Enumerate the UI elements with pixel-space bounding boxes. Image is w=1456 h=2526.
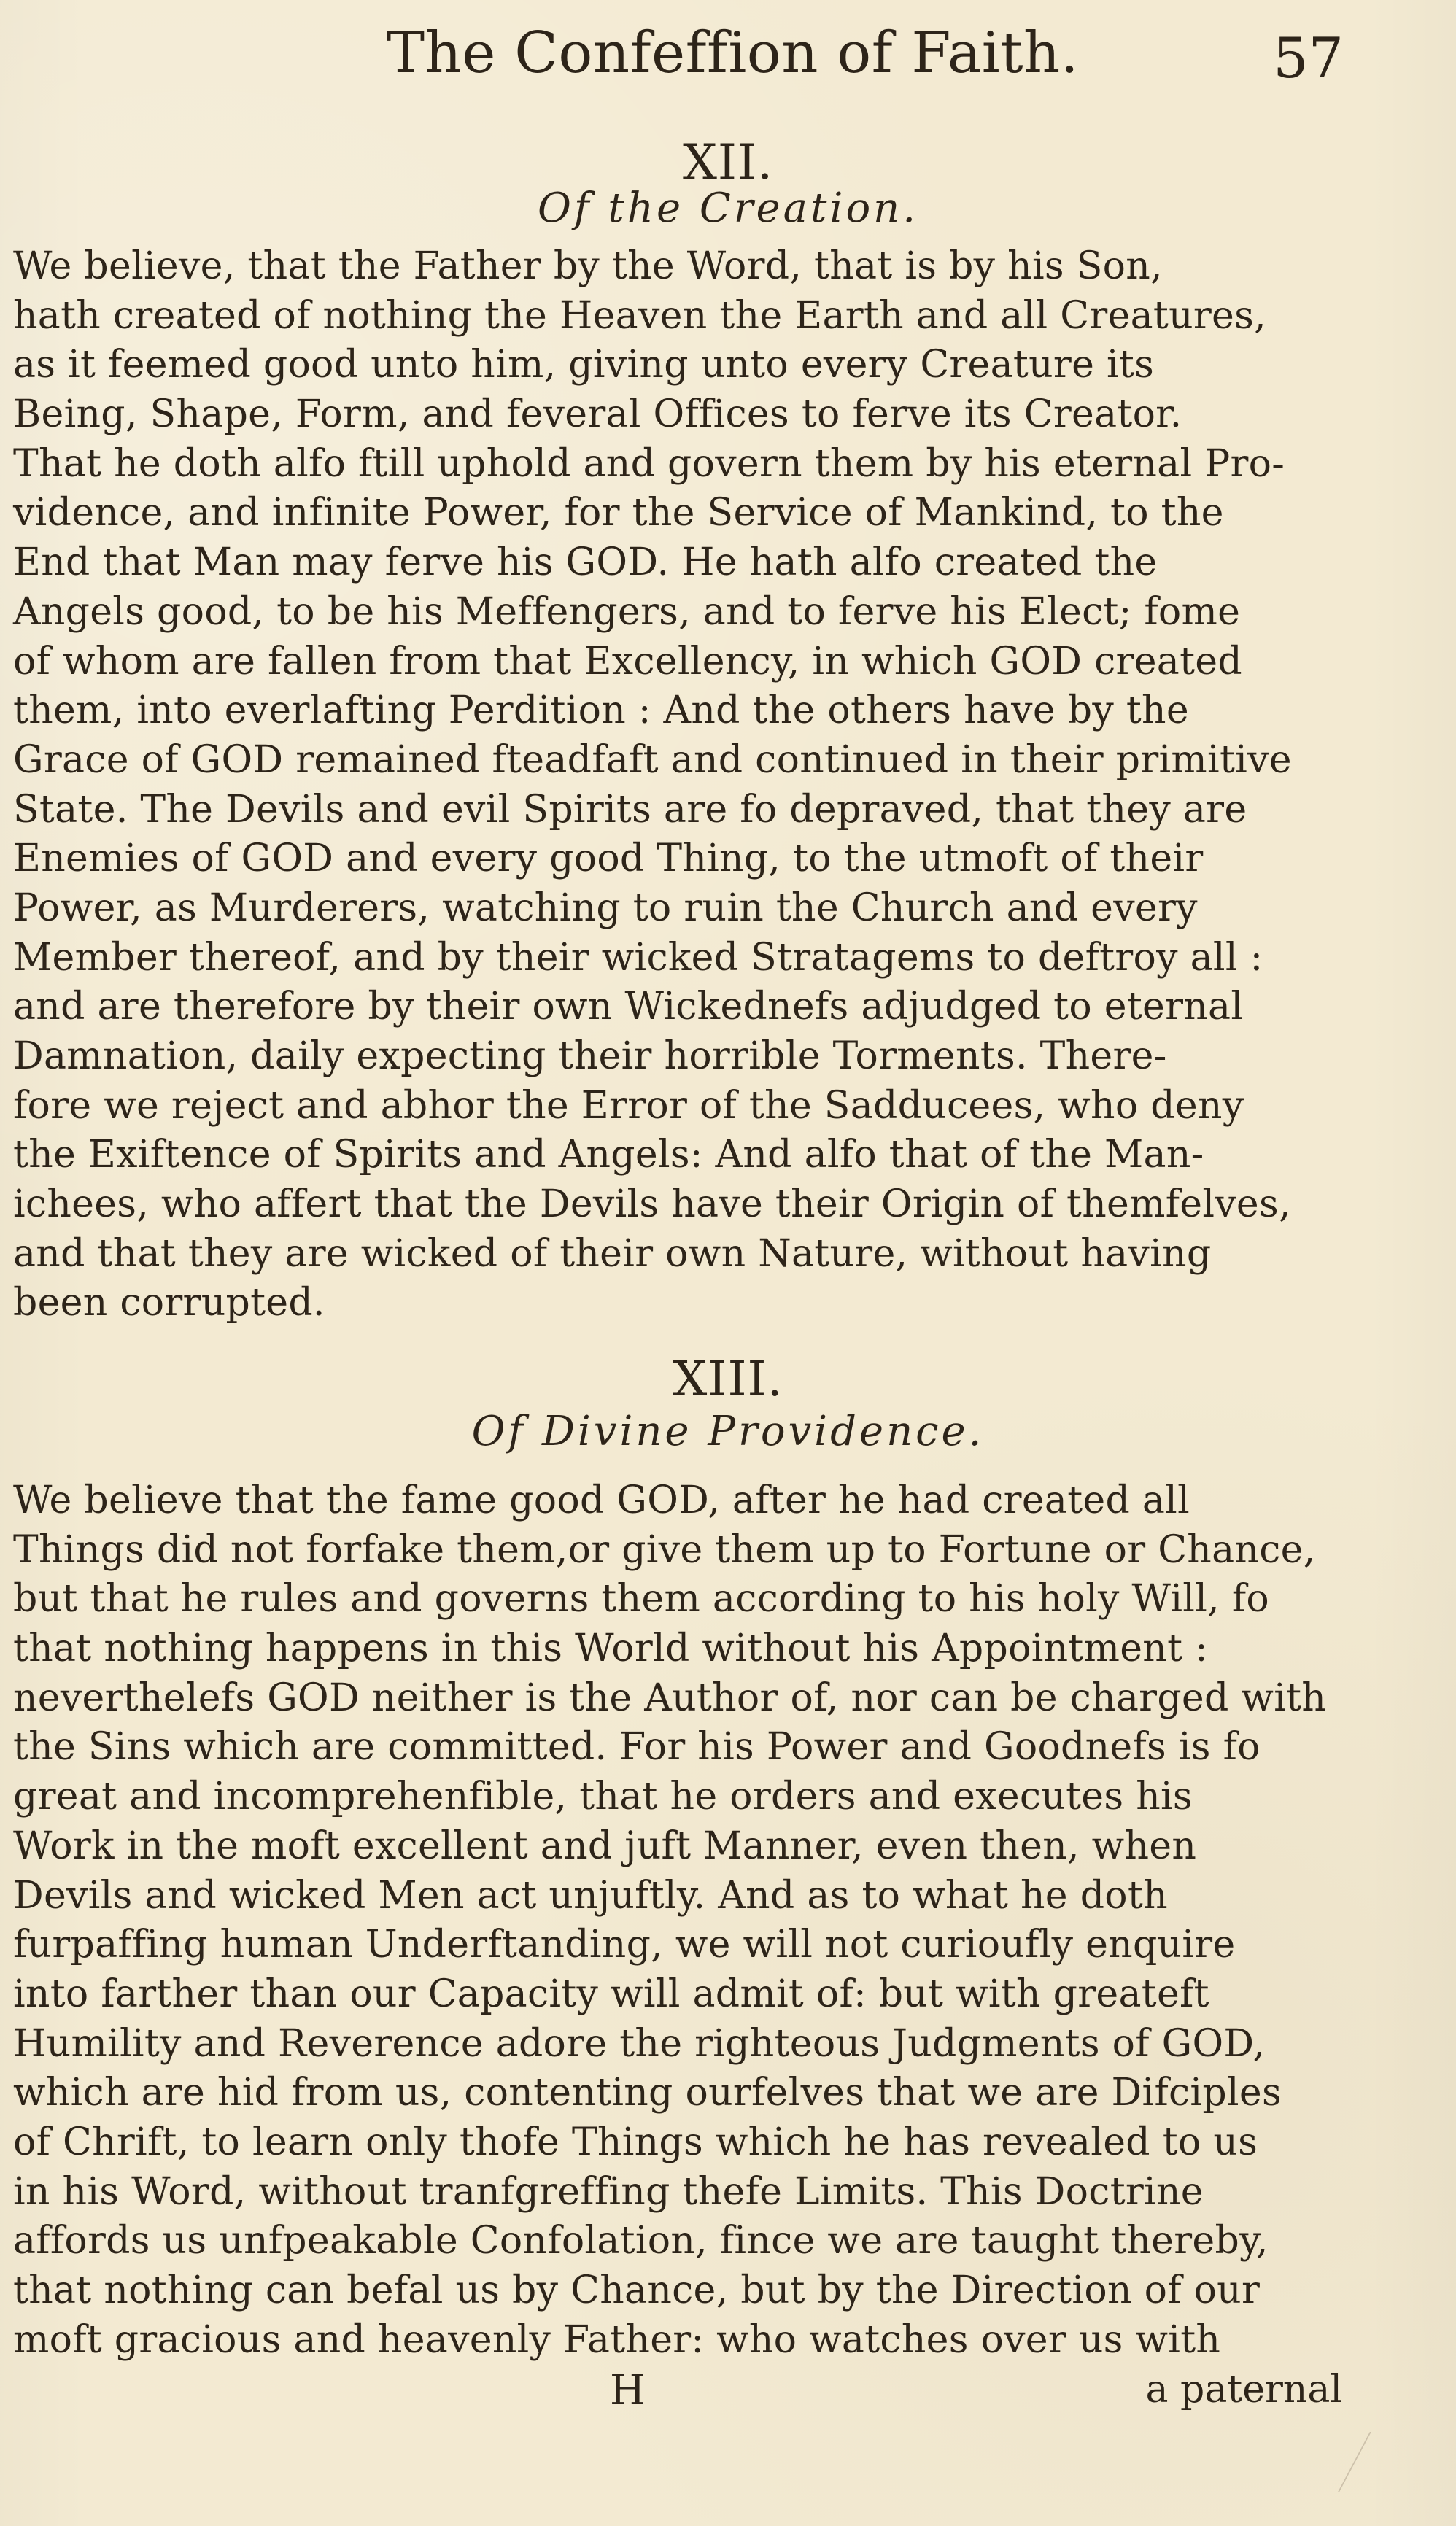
text-line: moft gracious and heavenly Father: who watches over us with xyxy=(13,2317,1221,2362)
text-line: We believe, that the Father by the Word, that is by his Son, xyxy=(13,244,1163,288)
section-body-creation xyxy=(13,242,1345,1328)
section-title-divine-providence: Of Divine Providence. xyxy=(471,1408,985,1455)
text-line: State. The Devils and evil Spirits are fo depraved, that they are xyxy=(13,787,1247,832)
text-line: We believe that the fame good GOD, after he had created all xyxy=(13,1479,1190,1522)
text-line: neverthelefs GOD neither is the Author of, nor can be charged with xyxy=(13,1675,1327,1720)
text-line: hath created of nothing the Heaven the Earth and all Creatures, xyxy=(13,293,1266,338)
text-line: End that Man may ferve his GOD. He hath alfo created the xyxy=(13,541,1158,585)
text-line: the Sins which are committed. For his Power and Goodnefs is fo xyxy=(13,1725,1261,1770)
text-line: That he doth alfo ftill uphold and govern them by his eternal Pro- xyxy=(13,441,1285,486)
text-line: fore we reject and abhor the Error of the Sadducees, who deny xyxy=(13,1083,1244,1128)
text-line: great and incomprehenfible, that he orders and executes his xyxy=(13,1775,1193,1819)
page-number: 57 xyxy=(1273,26,1344,90)
text-line: Humility and Reverence adore the righteous Judgments of GOD, xyxy=(13,2021,1266,2066)
section-number-xiii: XIII. xyxy=(673,1351,783,1407)
text-line: Member thereof, and by their wicked Stratagems to deftroy all : xyxy=(13,935,1263,980)
page-footer xyxy=(0,2367,1456,2436)
text-line: into farther than our Capacity will admit of: but with greateft xyxy=(13,1972,1209,2016)
text-line: the Exiftence of Spirits and Angels: And alfo that of the Man- xyxy=(13,1133,1204,1177)
text-line: Devils and wicked Men act unjuftly. And as to what he doth xyxy=(13,1873,1168,1918)
text-line: and are therefore by their own Wickednefs adjudged to eternal xyxy=(13,985,1244,1029)
catchword: a paternal xyxy=(1145,2368,1342,2411)
text-line: but that he rules and governs them according to his holy Will, fo xyxy=(13,1577,1269,1622)
text-line: Things did not forfake them,or give them up to Fortune or Chance, xyxy=(13,1527,1316,1572)
signature-mark: H xyxy=(610,2367,646,2414)
text-line: ichees, who affert that the Devils have their Origin of themfelves, xyxy=(13,1182,1291,1227)
text-line: vidence, and infinite Power, for the Service of Mankind, to the xyxy=(13,491,1224,535)
text-line: Work in the moft excellent and juft Manner, even then, when xyxy=(13,1824,1197,1868)
text-line: in his Word, without tranfgreffing thefe Limits. This Doctrine xyxy=(13,2169,1204,2214)
section-title-creation: Of the Creation. xyxy=(537,185,919,232)
text-line: and that they are wicked of their own Nature, without having xyxy=(13,1231,1212,1276)
text-line: that nothing happens in this World without his Appointment : xyxy=(13,1627,1208,1671)
text-line: Power, as Murderers, watching to ruin the Church and every xyxy=(13,886,1198,930)
text-line: Angels good, to be his Meffengers, and to ferve his Elect; fome xyxy=(13,589,1241,634)
text-line: furpaffing human Underftanding, we will not curioufly enquire xyxy=(13,1923,1236,1967)
text-line: them, into everlafting Perdition : And the others have by the xyxy=(13,689,1189,733)
text-line: been corrupted. xyxy=(13,1281,325,1325)
text-line: as it feemed good unto him, giving unto every Creature its xyxy=(13,343,1155,387)
section-body-divine-providence xyxy=(13,1476,1345,2365)
text-line: of whom are fallen from that Excellency, in which GOD created xyxy=(13,639,1242,683)
page-header xyxy=(0,20,1456,105)
text-line: that nothing can befal us by Chance, but by the Direction of our xyxy=(13,2269,1261,2312)
text-line: affords us unfpeakable Confolation, fince we are taught thereby, xyxy=(13,2219,1269,2263)
text-line: Being, Shape, Form, and feveral Offices to ferve its Creator. xyxy=(13,392,1182,437)
text-line: of Chrift, to learn only thofe Things which he has revealed to us xyxy=(13,2120,1258,2164)
text-line: which are hid from us, contenting ourfelves that we are Difciples xyxy=(13,2071,1282,2115)
text-line: Enemies of GOD and every good Thing, to the utmoft of their xyxy=(13,837,1204,881)
running-head: The Confeffion of Faith. xyxy=(387,20,1080,86)
text-line: Grace of GOD remained fteadfaft and continued in their primitive xyxy=(13,737,1292,782)
text-line: Damnation, daily expecting their horrible Torments. There- xyxy=(13,1034,1167,1078)
page-mark xyxy=(1338,2432,1405,2492)
section-number-xii: XII. xyxy=(682,134,774,190)
